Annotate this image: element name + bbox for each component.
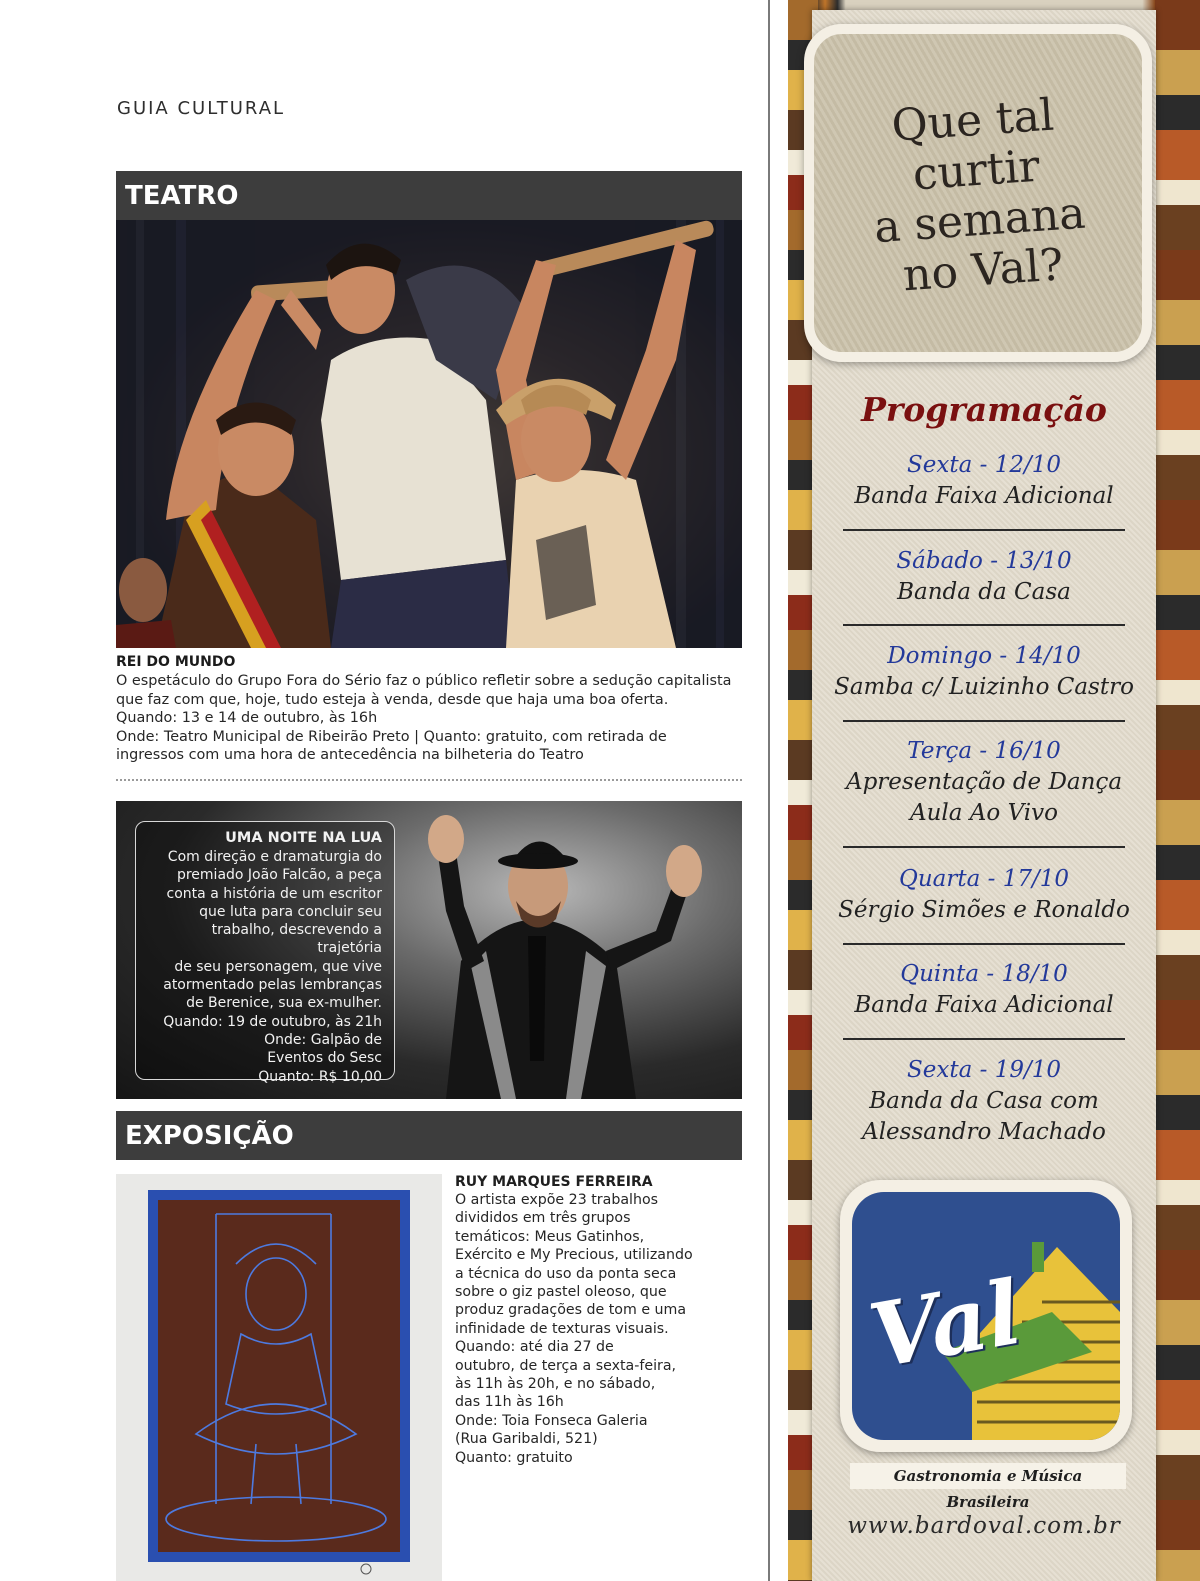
val-logo-word: Val	[862, 1259, 1029, 1389]
schedule-act: Banda da Casa	[897, 579, 1071, 605]
schedule-divider	[843, 529, 1125, 531]
section-kicker: GUIA CULTURAL	[117, 98, 286, 119]
schedule-act: Aula Ao Vivo	[910, 800, 1058, 826]
ruy-marques-where: Onde: Toia Fonseca Galeria	[455, 1412, 648, 1429]
schedule-act: Samba c/ Luizinho Castro	[834, 674, 1134, 700]
ruy-marques-when: outubro, de terça a sexta-feira,	[455, 1357, 677, 1374]
rei-do-mundo-line: que faz com que, hoje, tudo esteja à venda, desde que haja uma boa oferta.	[116, 691, 669, 708]
schedule-day: Quinta - 18/10	[900, 961, 1068, 987]
bar-do-val-advertisement	[788, 0, 1200, 1581]
schedule-day: Quarta - 17/10	[898, 866, 1069, 892]
uma-noite-na-lua-textbox	[135, 821, 395, 1085]
schedule-act: Banda Faixa Adicional	[854, 992, 1114, 1018]
ruy-marques-line: O artista expõe 23 trabalhos	[455, 1192, 659, 1208]
ad-headline-line: Que tal	[889, 89, 1056, 152]
schedule-divider	[843, 943, 1125, 945]
schedule-divider	[843, 720, 1125, 722]
schedule-item	[812, 864, 1156, 926]
ruy-marques-line: temáticos: Meus Gatinhos,	[455, 1228, 645, 1245]
uma-noite-na-lua-line: premiado João Falcão, a peça	[176, 867, 382, 884]
ruy-marques-where: (Rua Garibaldi, 521)	[455, 1431, 598, 1448]
uma-noite-na-lua-where: Eventos do Sesc	[267, 1050, 382, 1067]
ruy-marques-artwork	[116, 1174, 442, 1581]
val-logo	[840, 1180, 1132, 1452]
rei-do-mundo-line: O espetáculo do Grupo Fora do Sério faz o público refletir sobre a sedução capitalista	[116, 673, 732, 689]
rei-do-mundo-body	[116, 672, 742, 765]
programacao-title: Programação	[861, 390, 1107, 429]
ad-tagline: Gastronomia e Música Brasileira	[850, 1463, 1126, 1489]
rei-do-mundo-when: Quando: 13 e 14 de outubro, às 16h	[116, 710, 378, 726]
schedule-divider	[843, 1038, 1125, 1040]
ruy-marques-line: produz gradações de tom e uma	[455, 1302, 687, 1319]
ruy-marques-when: das 11h às 16h	[455, 1394, 564, 1411]
schedule-act: Alessandro Machado	[862, 1119, 1106, 1145]
ad-website: www.bardoval.com.br	[847, 1513, 1121, 1539]
schedule-divider	[843, 846, 1125, 848]
ruy-marques-when: Quando: até dia 27 de	[455, 1339, 614, 1356]
schedule-item	[812, 1055, 1156, 1148]
uma-noite-na-lua-line: atormentado pelas lembranças	[163, 977, 382, 994]
ruy-marques-line: divididos em três grupos	[455, 1210, 631, 1227]
uma-noite-na-lua-line: de Berenice, sua ex-mulher.	[186, 995, 382, 1012]
ruy-marques-line: infinidade de texturas visuais.	[455, 1320, 669, 1337]
rei-do-mundo-where: Onde: Teatro Municipal de Ribeirão Preto | Quanto: gratuito, com retirada de	[116, 728, 667, 745]
uma-noite-na-lua-body	[144, 848, 382, 1086]
uma-noite-na-lua-when: Quando: 19 de outubro, às 21h	[163, 1013, 382, 1030]
val-logo-badge	[852, 1192, 1120, 1440]
ruy-marques-when: às 11h às 20h, e no sábado,	[455, 1376, 656, 1393]
uma-noite-na-lua-line: de seu personagem, que vive	[174, 958, 382, 975]
uma-noite-na-lua-title: UMA NOITE NA LUA	[225, 830, 382, 846]
schedule-act: Banda da Casa com	[869, 1088, 1099, 1114]
uma-noite-na-lua-line: que luta para concluir seu	[199, 903, 382, 920]
schedule-item	[812, 546, 1156, 608]
schedule-act: Sérgio Simões e Ronaldo	[838, 897, 1130, 923]
ruy-marques-price: Quanto: gratuito	[455, 1449, 573, 1466]
headline-card	[804, 24, 1152, 362]
ad-headline-line: curtir	[911, 140, 1042, 201]
schedule-item	[812, 959, 1156, 1021]
ruy-marques-body	[455, 1191, 745, 1467]
uma-noite-na-lua-line: conta a história de um escritor	[166, 885, 382, 902]
schedule-day: Domingo - 14/10	[887, 643, 1081, 669]
section-header-teatro: TEATRO	[116, 171, 742, 220]
rei-do-mundo-line: ingressos com uma hora de antecedência na bilheteria do Teatro	[116, 747, 584, 763]
uma-noite-na-lua-panel	[116, 801, 742, 1099]
schedule-act: Banda Faixa Adicional	[854, 483, 1114, 509]
ruy-marques-line: Exército e My Precious, utilizando	[455, 1247, 693, 1264]
ad-headline-line: no Val?	[901, 239, 1065, 302]
uma-noite-na-lua-line: trabalho, descrevendo a trajetória	[211, 922, 382, 957]
ruy-marques-title: RUY MARQUES FERREIRA	[455, 1174, 653, 1190]
schedule-divider	[843, 624, 1125, 626]
schedule-day: Terça - 16/10	[907, 738, 1061, 764]
schedule-day: Sábado - 13/10	[896, 548, 1072, 574]
schedule-day: Sexta - 19/10	[907, 1057, 1061, 1083]
ruy-marques-line: sobre o giz pastel oleoso, que	[455, 1284, 667, 1301]
ad-headline-line: a semana	[872, 187, 1087, 254]
ad-headline	[807, 85, 1148, 307]
schedule-item	[812, 736, 1156, 829]
schedule-act: Apresentação de Dança	[845, 769, 1123, 795]
rei-do-mundo-title: REI DO MUNDO	[116, 654, 236, 670]
schedule-item	[812, 641, 1156, 703]
uma-noite-na-lua-price: Quanto: R$ 10,00	[258, 1068, 382, 1085]
food-collage-right	[1155, 0, 1200, 1581]
schedule-day: Sexta - 12/10	[907, 452, 1061, 478]
rei-do-mundo-photo	[116, 220, 742, 648]
uma-noite-na-lua-line: Com direção e dramaturgia do	[167, 849, 382, 865]
column-divider	[768, 0, 770, 1581]
ruy-marques-line: a técnica do uso da ponta seca	[455, 1265, 677, 1282]
schedule-item	[812, 450, 1156, 512]
section-header-exposicao: EXPOSIÇÃO	[116, 1111, 742, 1160]
uma-noite-na-lua-where: Onde: Galpão de	[264, 1031, 382, 1048]
divider	[116, 779, 742, 781]
